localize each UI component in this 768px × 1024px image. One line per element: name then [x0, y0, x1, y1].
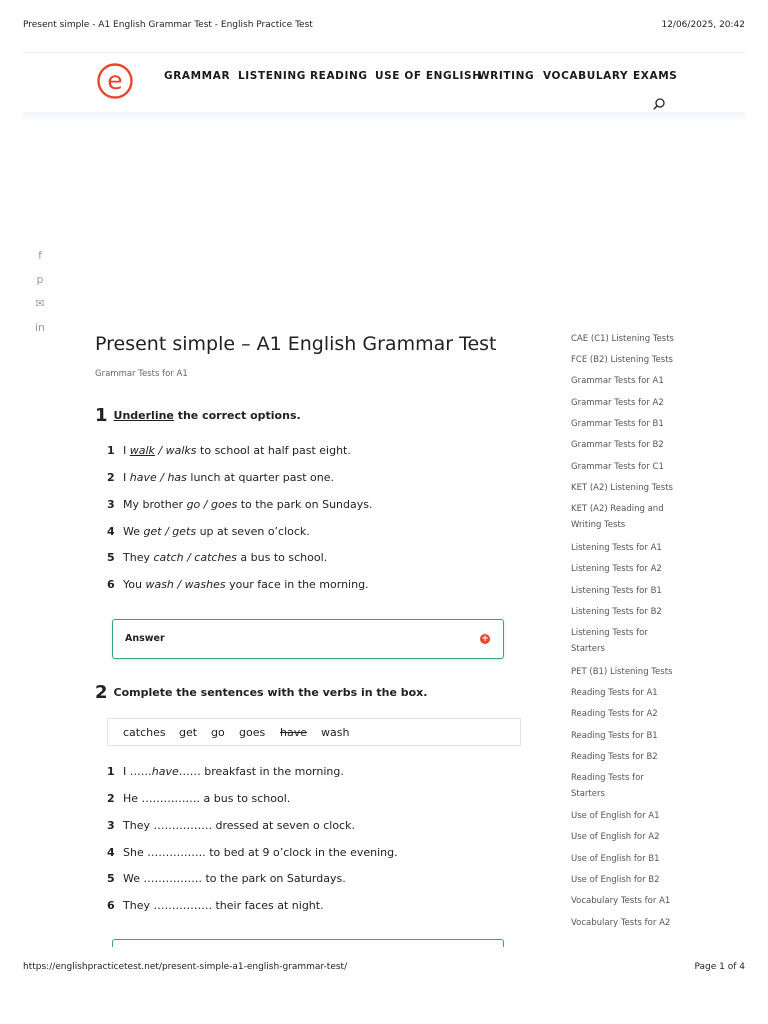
sidebar-link[interactable]: KET (A2) Reading and Writing Tests	[571, 504, 664, 530]
sidebar-link[interactable]: Listening Tests for A2	[571, 564, 662, 574]
logo-letter: e	[107, 66, 123, 95]
sidebar-link[interactable]: Listening Tests for Starters	[571, 628, 648, 654]
word-box-item: get	[179, 726, 198, 739]
nav-item-writing[interactable]: WRITING	[478, 70, 535, 82]
sidebar-link[interactable]: Grammar Tests for B1	[571, 419, 664, 429]
facebook-share-icon[interactable]: f	[38, 249, 42, 262]
sidebar-link[interactable]: Reading Tests for A2	[571, 709, 658, 719]
sidebar-link[interactable]: Reading Tests for A1	[571, 688, 658, 698]
email-share-icon[interactable]: ✉	[35, 297, 45, 310]
exercise-1-heading	[95, 405, 301, 426]
list-item: 3 My brother go / goes to the park on Sundays.	[107, 498, 373, 511]
word-box	[107, 718, 521, 746]
sidebar-link[interactable]: KET (A2) Listening Tests	[571, 483, 673, 493]
sidebar-link[interactable]: Use of English for B2	[571, 875, 660, 885]
instruction-text: the correct options.	[173, 409, 301, 422]
print-header	[23, 20, 745, 34]
linkedin-share-icon[interactable]: in	[34, 321, 46, 334]
category-link[interactable]: Grammar Tests for A1	[95, 369, 188, 379]
list-item: 5 They catch / catches a bus to school.	[107, 551, 328, 564]
sidebar-link[interactable]: Grammar Tests for C1	[571, 462, 664, 472]
example-answer: have	[151, 765, 179, 778]
sidebar-link[interactable]: Grammar Tests for B2	[571, 440, 664, 450]
sidebar-link[interactable]: Use of English for A2	[571, 832, 660, 842]
word-box-item: goes	[239, 726, 266, 739]
sidebar-link[interactable]: FCE (B2) Listening Tests	[571, 355, 673, 365]
word-box-item: wash	[321, 726, 350, 739]
list-item: 5 We ……………. to the park on Saturdays.	[107, 872, 346, 885]
plus-icon[interactable]: +	[481, 634, 489, 644]
pinterest-share-icon[interactable]: p	[36, 273, 44, 286]
list-item: 3 They ……………. dressed at seven o clock.	[107, 819, 355, 832]
sidebar-link[interactable]: Listening Tests for B2	[571, 607, 662, 617]
nav-item-exams[interactable]: EXAMS	[633, 70, 678, 82]
search-icon[interactable]	[652, 97, 666, 111]
sidebar-link[interactable]: Use of English for A1	[571, 811, 660, 821]
site-logo-icon[interactable]	[96, 62, 134, 100]
list-item: 2 He ……………. a bus to school.	[107, 792, 291, 805]
sidebar-link[interactable]: Listening Tests for B1	[571, 586, 662, 596]
nav-item-listening[interactable]: LISTENING	[238, 70, 306, 82]
exercise-2-heading	[95, 682, 427, 703]
print-footer	[23, 962, 745, 976]
instruction-text: Complete the sentences with the verbs in the box.	[113, 686, 428, 699]
list-item: 2 I have / has lunch at quarter past one.	[107, 471, 335, 484]
sidebar-link[interactable]: Reading Tests for Starters	[571, 773, 644, 799]
exercise-number: 1	[95, 405, 108, 426]
list-item: 6 You wash / washes your face in the morning.	[107, 578, 369, 591]
sidebar-link[interactable]: Reading Tests for B1	[571, 731, 658, 741]
sidebar-link[interactable]: Vocabulary Tests for A2	[571, 918, 671, 928]
page-title: Present simple – A1 English Grammar Test	[95, 333, 497, 355]
list-item: 4 She ……………. to bed at 9 o’clock in the evening.	[107, 846, 398, 859]
answer-label: Answer	[125, 633, 165, 644]
word-box-item: go	[211, 726, 225, 739]
sidebar-link[interactable]: CAE (C1) Listening Tests	[571, 334, 674, 344]
instruction-underline: Underline	[113, 409, 174, 422]
sidebar-link[interactable]: Use of English for B1	[571, 854, 660, 864]
print-page-number: Page 1 of 4	[694, 962, 745, 972]
print-datetime: 12/06/2025, 20:42	[661, 20, 745, 30]
sidebar-link[interactable]: Reading Tests for B2	[571, 752, 658, 762]
sidebar-link[interactable]: PET (B1) Listening Tests	[571, 667, 673, 677]
nav-item-reading[interactable]: READING	[310, 70, 368, 82]
answer-toggle-1[interactable]	[112, 619, 504, 659]
nav-item-vocabulary[interactable]: VOCABULARY	[543, 70, 629, 82]
word-box-item-used: have	[280, 726, 307, 739]
header-shadow	[23, 112, 745, 122]
nav-item-use-of-english[interactable]: USE OF ENGLISH	[375, 70, 482, 82]
answer-toggle-2[interactable]	[112, 939, 504, 947]
list-item: 6 They ……………. their faces at night.	[107, 899, 324, 912]
nav-item-grammar[interactable]: GRAMMAR	[164, 70, 231, 82]
sidebar-link[interactable]: Listening Tests for A1	[571, 543, 662, 553]
list-item: 1 I walk / walks to school at half past eight.	[107, 444, 351, 457]
header-divider	[23, 52, 745, 53]
sidebar-link[interactable]: Grammar Tests for A2	[571, 398, 664, 408]
sidebar-link[interactable]: Grammar Tests for A1	[571, 376, 664, 386]
list-item: 1 I ……have…… breakfast in the morning.	[107, 765, 344, 778]
word-box-item: catches	[123, 726, 166, 739]
print-title: Present simple - A1 English Grammar Test - English Practice Test	[23, 20, 313, 30]
exercise-number: 2	[95, 682, 108, 703]
list-item: 4 We get / gets up at seven o’clock.	[107, 525, 310, 538]
sidebar-link[interactable]: Vocabulary Tests for A1	[571, 896, 671, 906]
print-url: https://englishpracticetest.net/present-simple-a1-english-grammar-test/	[23, 962, 348, 972]
